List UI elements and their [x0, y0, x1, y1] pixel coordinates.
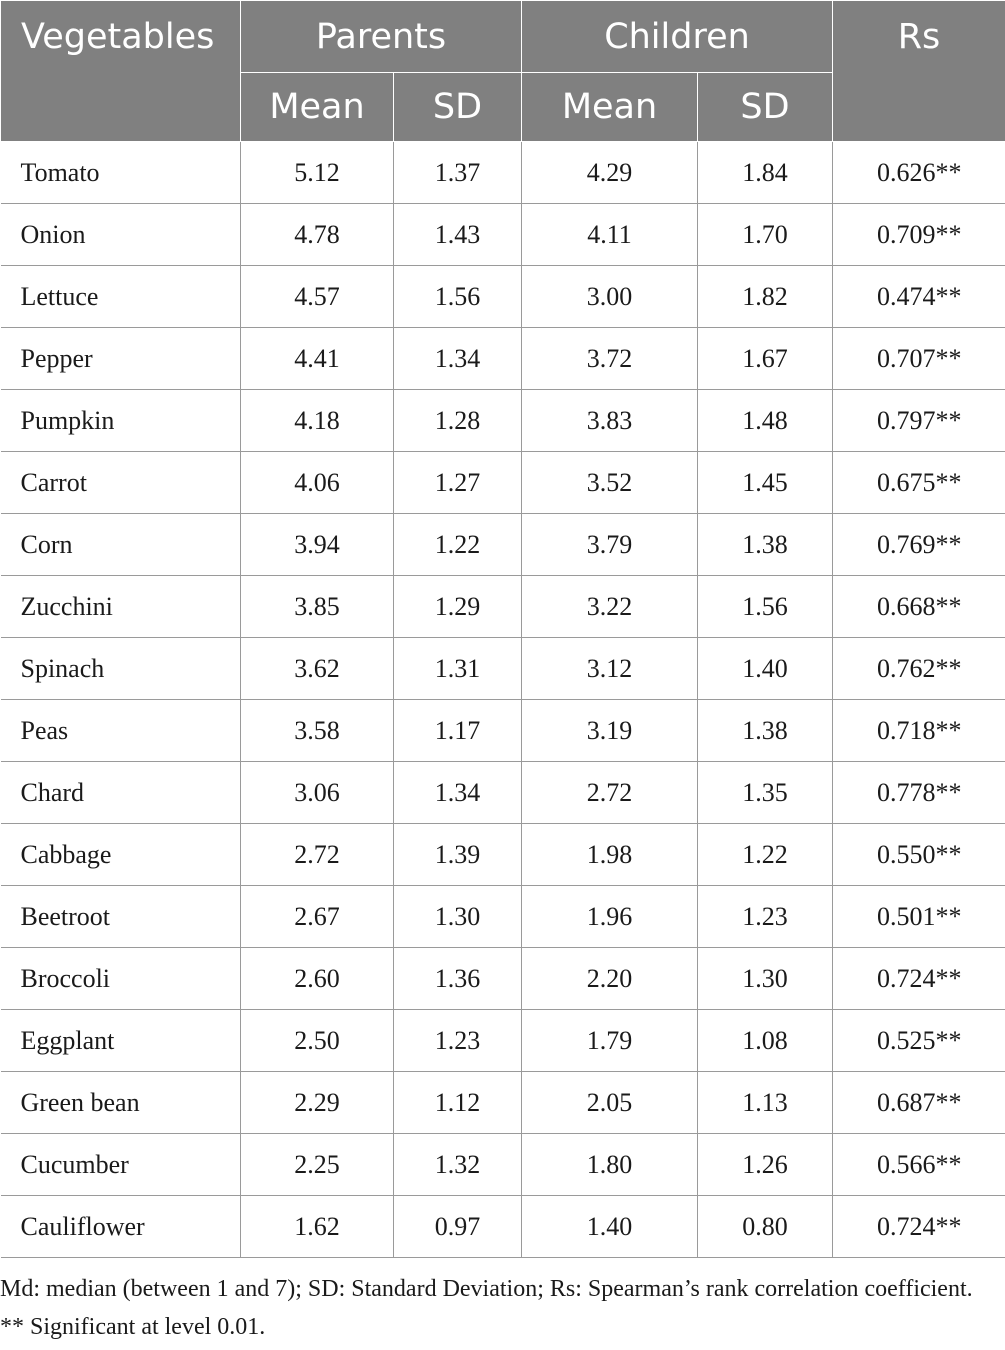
table-body	[1, 142, 1005, 1258]
table-row	[1, 700, 1005, 762]
cell-parents-sd: 1.27	[394, 452, 522, 514]
table-row	[1, 142, 1005, 204]
cell-children-mean: 1.98	[522, 824, 698, 886]
cell-parents-mean: 3.85	[241, 576, 394, 638]
cell-children-sd: 1.84	[698, 142, 833, 204]
cell-vegetable-name: Corn	[1, 514, 241, 576]
cell-children-mean: 1.96	[522, 886, 698, 948]
cell-rs: 0.501**	[833, 886, 1005, 948]
table-row	[1, 452, 1005, 514]
cell-vegetable-name: Broccoli	[1, 948, 241, 1010]
header-rs: Rs	[833, 1, 1005, 142]
cell-children-sd: 1.26	[698, 1134, 833, 1196]
cell-children-sd: 1.13	[698, 1072, 833, 1134]
cell-children-mean: 3.83	[522, 390, 698, 452]
cell-parents-mean: 2.50	[241, 1010, 394, 1072]
cell-children-sd: 1.35	[698, 762, 833, 824]
cell-parents-sd: 1.43	[394, 204, 522, 266]
cell-parents-mean: 5.12	[241, 142, 394, 204]
cell-children-mean: 2.05	[522, 1072, 698, 1134]
cell-parents-sd: 1.39	[394, 824, 522, 886]
cell-children-sd: 1.82	[698, 266, 833, 328]
cell-children-mean: 3.79	[522, 514, 698, 576]
cell-children-mean: 4.11	[522, 204, 698, 266]
table-row	[1, 948, 1005, 1010]
header-parents-sd: SD	[394, 73, 522, 142]
table-row	[1, 576, 1005, 638]
cell-children-mean: 3.12	[522, 638, 698, 700]
cell-parents-mean: 3.58	[241, 700, 394, 762]
cell-parents-mean: 1.62	[241, 1196, 394, 1258]
cell-rs: 0.769**	[833, 514, 1005, 576]
cell-parents-mean: 4.78	[241, 204, 394, 266]
cell-children-sd: 1.08	[698, 1010, 833, 1072]
cell-rs: 0.687**	[833, 1072, 1005, 1134]
header-children-sd: SD	[698, 73, 833, 142]
table-row	[1, 886, 1005, 948]
cell-vegetable-name: Beetroot	[1, 886, 241, 948]
cell-parents-mean: 4.18	[241, 390, 394, 452]
table-row	[1, 1196, 1005, 1258]
cell-parents-mean: 4.06	[241, 452, 394, 514]
cell-parents-mean: 2.67	[241, 886, 394, 948]
cell-vegetable-name: Cucumber	[1, 1134, 241, 1196]
cell-children-mean: 3.19	[522, 700, 698, 762]
cell-vegetable-name: Eggplant	[1, 1010, 241, 1072]
cell-parents-mean: 2.72	[241, 824, 394, 886]
cell-parents-sd: 1.23	[394, 1010, 522, 1072]
cell-rs: 0.626**	[833, 142, 1005, 204]
cell-rs: 0.525**	[833, 1010, 1005, 1072]
table-footnote: Md: median (between 1 and 7); SD: Standard Deviation; Rs: Spearman’s rank correlation coefficient. ** Significant at level 0.01.	[0, 1276, 973, 1340]
cell-children-sd: 1.22	[698, 824, 833, 886]
cell-rs: 0.474**	[833, 266, 1005, 328]
header-parents-mean: Mean	[241, 73, 394, 142]
cell-vegetable-name: Zucchini	[1, 576, 241, 638]
cell-children-mean: 3.22	[522, 576, 698, 638]
cell-rs: 0.778**	[833, 762, 1005, 824]
cell-vegetable-name: Chard	[1, 762, 241, 824]
header-parents: Parents	[241, 1, 522, 73]
cell-rs: 0.762**	[833, 638, 1005, 700]
cell-rs: 0.709**	[833, 204, 1005, 266]
cell-parents-sd: 1.34	[394, 762, 522, 824]
cell-vegetable-name: Green bean	[1, 1072, 241, 1134]
table-row	[1, 390, 1005, 452]
header-children-mean: Mean	[522, 73, 698, 142]
cell-parents-sd: 0.97	[394, 1196, 522, 1258]
cell-children-mean: 1.80	[522, 1134, 698, 1196]
cell-vegetable-name: Lettuce	[1, 266, 241, 328]
cell-vegetable-name: Pepper	[1, 328, 241, 390]
cell-children-mean: 2.72	[522, 762, 698, 824]
cell-parents-mean: 4.41	[241, 328, 394, 390]
cell-rs: 0.550**	[833, 824, 1005, 886]
cell-children-sd: 1.23	[698, 886, 833, 948]
cell-parents-sd: 1.56	[394, 266, 522, 328]
cell-parents-sd: 1.32	[394, 1134, 522, 1196]
cell-vegetable-name: Spinach	[1, 638, 241, 700]
cell-children-mean: 3.00	[522, 266, 698, 328]
cell-children-sd: 1.38	[698, 700, 833, 762]
table-row	[1, 1010, 1005, 1072]
cell-parents-mean: 3.94	[241, 514, 394, 576]
table-row	[1, 328, 1005, 390]
cell-parents-sd: 1.17	[394, 700, 522, 762]
cell-parents-mean: 4.57	[241, 266, 394, 328]
table-header	[1, 1, 1005, 142]
table-row	[1, 638, 1005, 700]
table-row	[1, 514, 1005, 576]
cell-rs: 0.707**	[833, 328, 1005, 390]
cell-children-sd: 1.40	[698, 638, 833, 700]
cell-rs: 0.718**	[833, 700, 1005, 762]
cell-children-sd: 1.67	[698, 328, 833, 390]
cell-parents-sd: 1.34	[394, 328, 522, 390]
cell-children-mean: 3.72	[522, 328, 698, 390]
cell-vegetable-name: Peas	[1, 700, 241, 762]
cell-rs: 0.724**	[833, 1196, 1005, 1258]
cell-vegetable-name: Onion	[1, 204, 241, 266]
cell-children-sd: 1.38	[698, 514, 833, 576]
header-vegetables: Vegetables	[1, 1, 241, 142]
cell-children-sd: 1.56	[698, 576, 833, 638]
cell-vegetable-name: Tomato	[1, 142, 241, 204]
cell-vegetable-name: Carrot	[1, 452, 241, 514]
header-children: Children	[522, 1, 833, 73]
cell-rs: 0.724**	[833, 948, 1005, 1010]
cell-children-mean: 4.29	[522, 142, 698, 204]
cell-rs: 0.797**	[833, 390, 1005, 452]
cell-rs: 0.668**	[833, 576, 1005, 638]
cell-parents-mean: 2.29	[241, 1072, 394, 1134]
cell-rs: 0.566**	[833, 1134, 1005, 1196]
cell-parents-mean: 3.06	[241, 762, 394, 824]
cell-parents-sd: 1.22	[394, 514, 522, 576]
table-row	[1, 824, 1005, 886]
cell-children-sd: 0.80	[698, 1196, 833, 1258]
table-row	[1, 1072, 1005, 1134]
cell-vegetable-name: Cabbage	[1, 824, 241, 886]
cell-children-sd: 1.30	[698, 948, 833, 1010]
cell-parents-sd: 1.12	[394, 1072, 522, 1134]
cell-parents-mean: 2.25	[241, 1134, 394, 1196]
cell-children-mean: 1.40	[522, 1196, 698, 1258]
cell-parents-sd: 1.30	[394, 886, 522, 948]
cell-parents-mean: 2.60	[241, 948, 394, 1010]
cell-children-mean: 1.79	[522, 1010, 698, 1072]
cell-children-sd: 1.45	[698, 452, 833, 514]
cell-vegetable-name: Cauliflower	[1, 1196, 241, 1258]
cell-parents-sd: 1.36	[394, 948, 522, 1010]
cell-rs: 0.675**	[833, 452, 1005, 514]
cell-children-sd: 1.70	[698, 204, 833, 266]
cell-parents-mean: 3.62	[241, 638, 394, 700]
table-row	[1, 762, 1005, 824]
cell-parents-sd: 1.28	[394, 390, 522, 452]
cell-parents-sd: 1.31	[394, 638, 522, 700]
cell-children-mean: 2.20	[522, 948, 698, 1010]
table-row	[1, 204, 1005, 266]
table-row	[1, 1134, 1005, 1196]
cell-parents-sd: 1.29	[394, 576, 522, 638]
cell-children-sd: 1.48	[698, 390, 833, 452]
cell-vegetable-name: Pumpkin	[1, 390, 241, 452]
table-row	[1, 266, 1005, 328]
cell-parents-sd: 1.37	[394, 142, 522, 204]
cell-children-mean: 3.52	[522, 452, 698, 514]
